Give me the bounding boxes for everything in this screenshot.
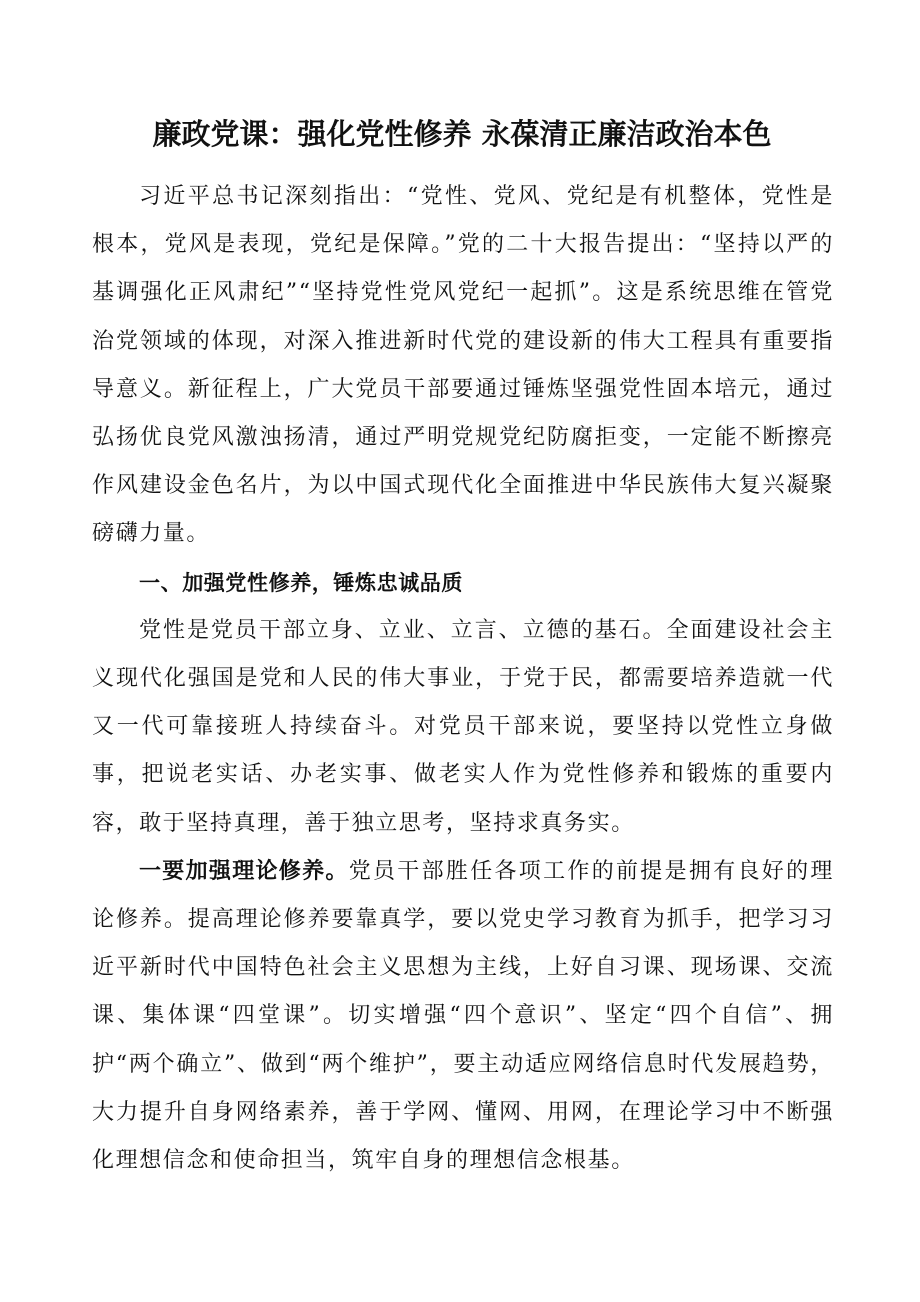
document-body — [92, 173, 834, 1185]
intro-paragraph: 习近平总书记深刻指出：“党性、党风、党纪是有机整体，党性是根本，党风是表现，党纪是保障。”党的二十大报告提出：“坚持以严的基调强化正风肃纪”“坚持党性党风党纪一起抓”。这是系统思维在管党治党领域的体现，对深入推进新时代党的建设新的伟大工程具有重要指导意义。新征程上，广大党员干部要通过锤炼坚强党性固本培元，通过弘扬优良党风激浊扬清，通过严明党规党纪防腐拒变，一定能不断擦亮作风建设金色名片，为以中国式现代化全面推进中华民族伟大复兴凝聚磅礴力量。 — [92, 184, 834, 547]
theory-paragraph — [92, 848, 834, 1185]
theory-lead: 一要加强理论修养。 — [139, 858, 349, 884]
section-heading: 一、加强党性修养，锤炼忠诚品质 — [139, 570, 463, 595]
document-title: 廉政党课：强化党性修养 永葆清正廉洁政治本色 — [152, 117, 772, 151]
section-paragraph: 党性是党员干部立身、立业、立言、立德的基石。全面建设社会主义现代化强国是党和人民的伟大事业，于党于民，都需要培养造就一代又一代可靠接班人持续奋斗。对党员干部来说，要坚持以党性立身做事，把说老实话、办老实事、做老实人作为党性修养和锻炼的重要内容，敢于坚持真理，善于独立思考，坚持求真务实。 — [92, 617, 834, 836]
theory-body: 党员干部胜任各项工作的前提是拥有良好的理论修养。提高理论修养要靠真学，要以党史学习教育为抓手，把学习习近平新时代中国特色社会主义思想为主线，上好自习课、现场课、交流课、集体课“四堂课”。切实增强“四个意识”、坚定“四个自信”、拥护“两个确立”、做到“两个维护”，要主动适应网络信息时代发展趋势，大力提升自身网络素养，善于学网、懂网、用网，在理论学习中不断强化理想信念和使命担当，筑牢自身的理想信念根基。 — [92, 858, 834, 1174]
